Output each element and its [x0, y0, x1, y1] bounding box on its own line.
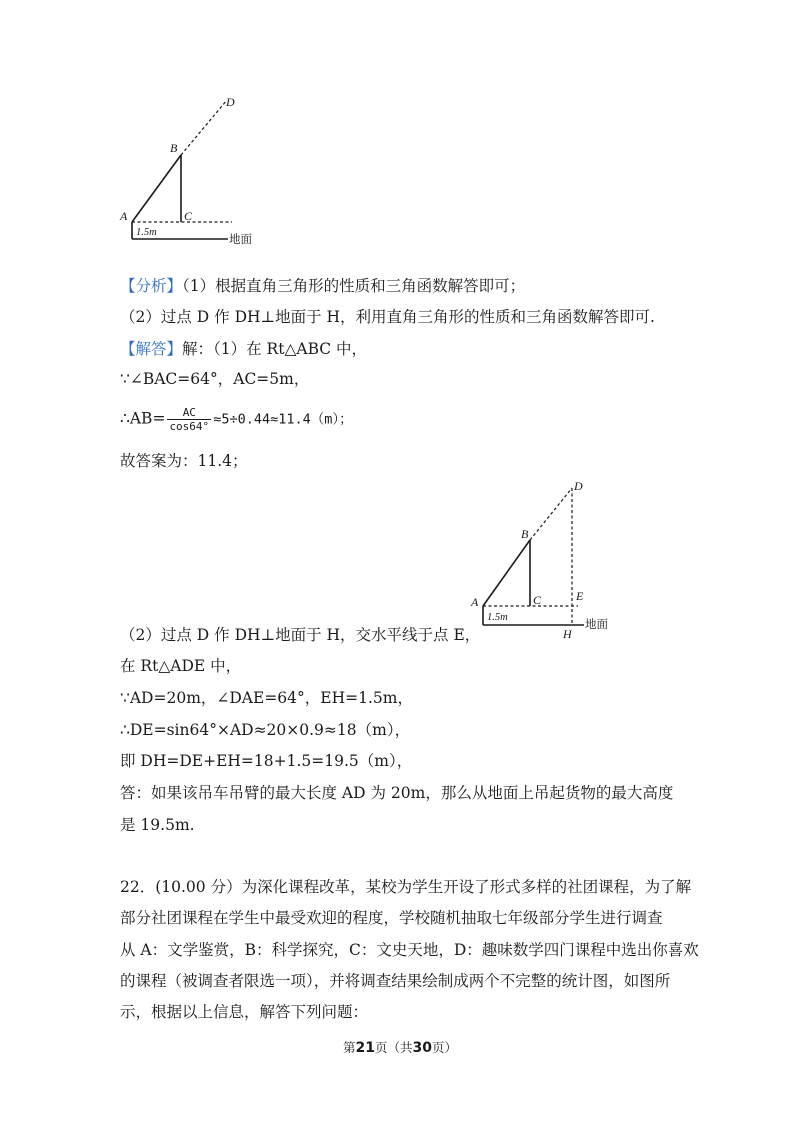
- ab-prefix: ∴AB=: [120, 409, 166, 428]
- analysis-text-1: （1）根据直角三角形的性质和三角函数解答即可；: [182, 277, 526, 295]
- analysis-line-1: [120, 276, 525, 296]
- label-ground: 地面: [585, 617, 608, 631]
- figure-2-crane-diagram: [466, 476, 626, 646]
- question-22-line-4: 的课程（被调查者限选一项），并将调查结果绘制成两个不完整的统计图，如图所: [120, 972, 671, 990]
- solution-line-10: 答：如果该吊车吊臂的最大长度 AD 为 20m，那么从地面上吊起货物的最大高度: [120, 784, 674, 802]
- boom-segment-ab: [483, 540, 530, 606]
- label-1-5m: 1.5m: [136, 227, 157, 238]
- solution-line-7: ∵AD=20m，∠DAE=64°，EH=1.5m，: [120, 689, 413, 707]
- label-1-5m: 1.5m: [487, 612, 508, 623]
- footer-pre: 第: [342, 1040, 356, 1055]
- question-22-line-3: 从 A：文学鉴赏，B：科学探究，C：文史天地，D：趣味数学四门课程中选出你喜欢: [120, 941, 699, 959]
- fraction: [167, 406, 211, 433]
- total-pages: 30: [412, 1040, 432, 1056]
- analysis-tag: 【分析】: [120, 277, 183, 295]
- solution-line-8: ∴DE=sin64°×AD≈20×0.9≈18（m），: [120, 721, 411, 739]
- label-a: A: [120, 209, 128, 223]
- question-22-line-2: 部分社团课程在学生中最受欢迎的程度，学校随机抽取七年级部分学生进行调查: [120, 909, 663, 927]
- label-d: D: [226, 95, 235, 109]
- solution-line-4: 故答案为：11.4；: [120, 452, 248, 470]
- solution-line-1: [120, 339, 367, 359]
- label-b: B: [170, 141, 178, 155]
- footer-post: 页）: [431, 1040, 457, 1055]
- ab-result: ≈5÷0.44≈11.4（m）；: [213, 411, 353, 428]
- question-22-line-5: 示，根据以上信息，解答下列问题：: [120, 1003, 369, 1021]
- question-22-line-1: 22．(10.00 分）为深化课程改革，某校为学生开设了形式多样的社团课程，为了解: [120, 878, 692, 896]
- boom-segment-ab: [132, 155, 181, 222]
- solution-line-11: 是 19.5m.: [120, 816, 195, 834]
- solution-text-1: 解：（1）在 Rt△ABC 中，: [182, 340, 368, 358]
- label-b: B: [521, 527, 529, 541]
- solution-line-2: ∵∠BAC=64°，AC=5m，: [120, 370, 310, 388]
- label-d: D: [574, 479, 583, 493]
- solution-tag: 【解答】: [120, 340, 183, 358]
- solution-line-3: [120, 406, 353, 433]
- solution-line-6: 在 Rt△ADE 中，: [120, 657, 242, 675]
- label-c: C: [533, 593, 542, 607]
- analysis-line-2: （2）过点 D 作 DH⊥地面于 H，利用直角三角形的性质和三角函数解答即可.: [120, 308, 655, 326]
- solution-line-9: 即 DH=DE+EH=18+1.5=19.5（m），: [120, 752, 413, 770]
- label-h: H: [563, 627, 572, 641]
- page-number: 21: [355, 1040, 375, 1056]
- boom-extension-bd: [181, 100, 227, 155]
- page-footer: [0, 1038, 800, 1056]
- label-e: E: [576, 589, 584, 603]
- boom-extension-bd: [530, 488, 572, 540]
- fraction-denominator: cos64°: [169, 420, 210, 433]
- solution-line-5: （2）过点 D 作 DH⊥地面于 H，交水平线于点 E，: [120, 626, 481, 644]
- label-ground: 地面: [229, 232, 252, 246]
- figure-1-crane-diagram: [110, 92, 270, 252]
- label-a: A: [471, 595, 479, 609]
- label-c: C: [184, 209, 193, 223]
- footer-mid: 页（共: [374, 1040, 413, 1055]
- fraction-numerator: AC: [167, 406, 211, 420]
